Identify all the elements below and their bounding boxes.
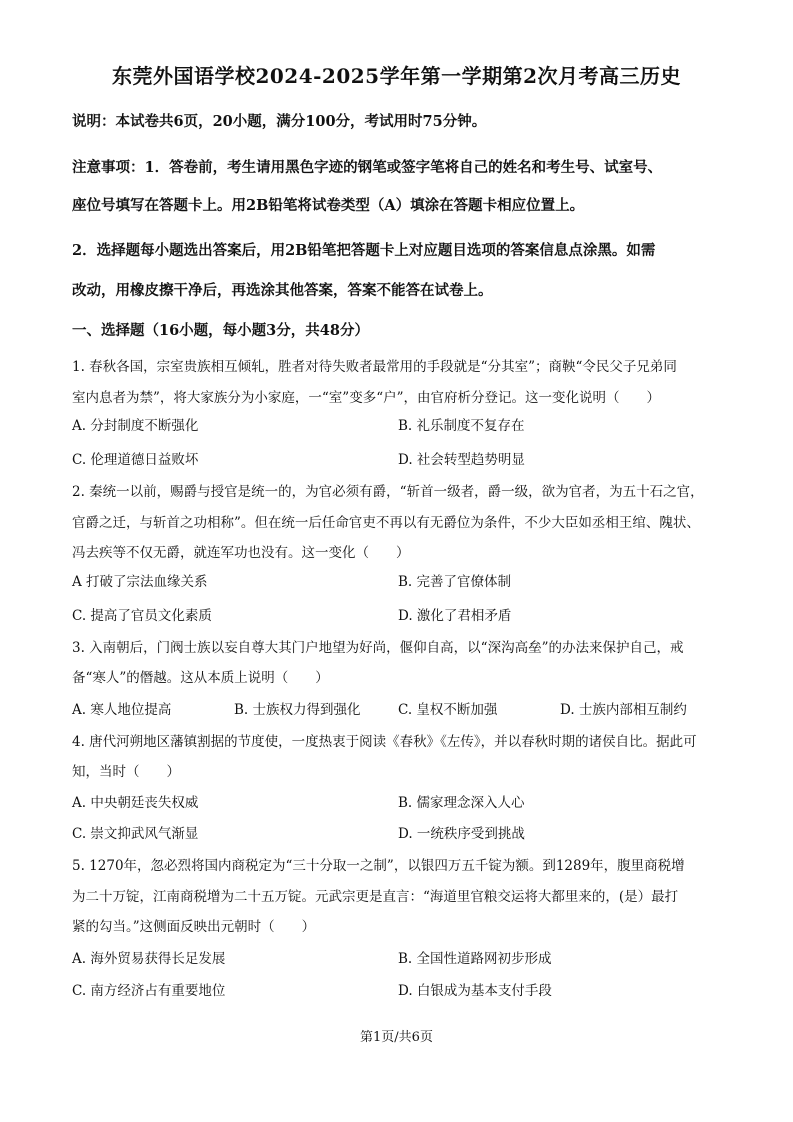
question-3-line-2: 备“寒人”的僭越。这从本质上说明（ ） bbox=[72, 670, 329, 686]
question-2-line-3: 冯去疾等不仅无爵，就连军功也没有。这一变化（ ） bbox=[72, 545, 410, 561]
question-3-option-d[interactable]: D. 士族内部相互制约 bbox=[560, 702, 687, 718]
question-1-option-b[interactable]: B. 礼乐制度不复存在 bbox=[398, 418, 525, 434]
attention-line-1a: 注意事项：1．答卷前，考生请用黑色字迹的钢笔或签字笔将自己的姓名和考生号、试室号、 bbox=[72, 159, 663, 176]
question-4-option-c[interactable]: C. 崇文抑武风气渐显 bbox=[72, 826, 199, 842]
question-5-option-a[interactable]: A. 海外贸易获得长足发展 bbox=[72, 951, 226, 967]
question-4-line-2: 知，当时（ ） bbox=[72, 764, 180, 780]
question-4-line-1: 4. 唐代河朔地区藩镇割据的节度使，一度热衷于阅读《春秋》《左传》，并以春秋时期的诸侯自比。据此可 bbox=[72, 734, 697, 750]
question-5-line-2: 为二十万锭，江南商税增为二十五万锭。元武宗更是直言：“海道里官粮交运将大都里来的，(是）最打 bbox=[72, 889, 679, 905]
question-2-line-2: 官爵之迁，与斩首之功相称”。但在统一后任命官吏不再以有无爵位为条件，不少大臣如丞相王绾、隗状、 bbox=[72, 515, 700, 531]
question-4-option-b[interactable]: B. 儒家理念深入人心 bbox=[398, 795, 525, 811]
question-4-option-a[interactable]: A. 中央朝廷丧失权威 bbox=[72, 795, 199, 811]
question-3-line-1: 3. 入南朝后，门阀士族以妄自尊大其门户地望为好尚，偃仰自高，以“深沟高垒”的办法来保护自己，戒 bbox=[72, 640, 684, 656]
page-title: 东莞外国语学校2024-2025学年第一学期第2次月考高三历史 bbox=[111, 64, 682, 88]
question-1-line-2: 室内息者为禁”，将大家族分为小家庭，一“室”变多“户”，由官府析分登记。这一变化说明（ ） bbox=[72, 390, 661, 406]
question-5-option-c[interactable]: C. 南方经济占有重要地位 bbox=[72, 983, 226, 999]
question-5-line-3: 紧的勾当。”这侧面反映出元朝时（ ） bbox=[72, 919, 316, 935]
question-4-option-d[interactable]: D. 一统秩序受到挑战 bbox=[398, 826, 525, 842]
question-3-option-a[interactable]: A. 寒人地位提高 bbox=[72, 702, 172, 718]
question-1-option-a[interactable]: A. 分封制度不断强化 bbox=[72, 418, 199, 434]
section-heading: 一、选择题（16小题，每小题3分，共48分） bbox=[72, 322, 369, 339]
question-1-option-d[interactable]: D. 社会转型趋势明显 bbox=[398, 452, 525, 468]
question-2-option-c[interactable]: C. 提高了官员文化素质 bbox=[72, 608, 212, 624]
question-1-line-1: 1. 春秋各国，宗室贵族相互倾轧，胜者对待失败者最常用的手段就是“分其室”；商鞅“令民父子兄弟同 bbox=[72, 359, 677, 375]
question-2-option-d[interactable]: D. 激化了君相矛盾 bbox=[398, 608, 512, 624]
question-5-option-d[interactable]: D. 白银成为基本支付手段 bbox=[398, 983, 552, 999]
question-5-option-b[interactable]: B. 全国性道路网初步形成 bbox=[398, 951, 552, 967]
attention-line-1b: 座位号填写在答题卡上。用2B铅笔将试卷类型（A）填涂在答题卡相应位置上。 bbox=[72, 197, 585, 214]
question-3-option-c[interactable]: C. 皇权不断加强 bbox=[398, 702, 498, 718]
question-2-option-a[interactable]: A 打破了宗法血缘关系 bbox=[72, 574, 208, 590]
question-5-line-1: 5. 1270年，忽必烈将国内商税定为“三十分取一之制”，以银四万五千锭为额。到1289年，腹里商税增 bbox=[72, 858, 685, 874]
question-2-line-1: 2. 秦统一以前，赐爵与授官是统一的，为官必须有爵，“斩首一级者，爵一级，欲为官者，为五十石之官， bbox=[72, 484, 704, 500]
page-number: 第1页/共6页 bbox=[360, 1030, 433, 1045]
question-1-option-c[interactable]: C. 伦理道德日益败坏 bbox=[72, 452, 199, 468]
attention-line-2a: 2．选择题每小题选出答案后，用2B铅笔把答题卡上对应题目选项的答案信息点涂黑。如需 bbox=[72, 242, 656, 259]
question-3-option-b[interactable]: B. 士族权力得到强化 bbox=[234, 702, 361, 718]
attention-line-2b: 改动，用橡皮擦干净后，再选涂其他答案，答案不能答在试卷上。 bbox=[72, 282, 493, 299]
question-2-option-b[interactable]: B. 完善了官僚体制 bbox=[398, 574, 512, 590]
exam-note: 说明：本试卷共6页，20小题，满分100分，考试用时75分钟。 bbox=[72, 113, 487, 130]
